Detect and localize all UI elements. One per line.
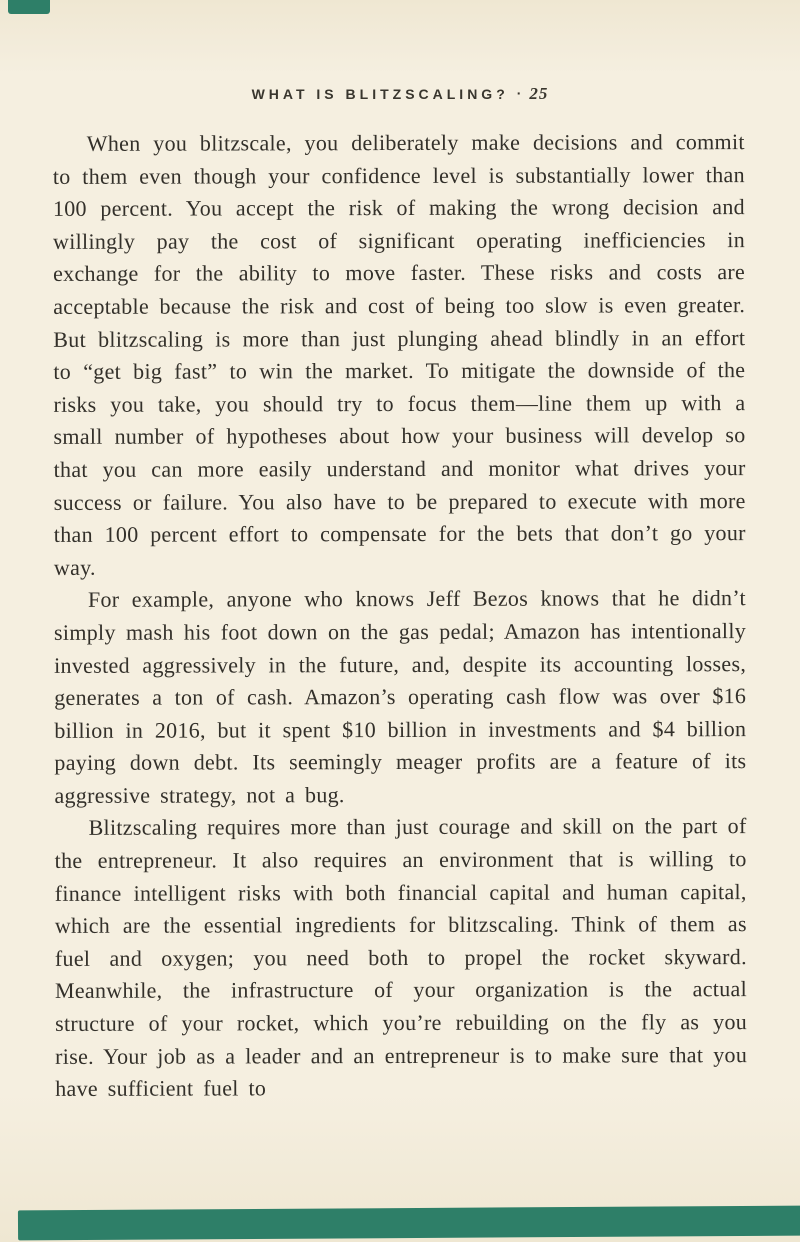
running-header-title: WHAT IS BLITZSCALING? [251, 86, 509, 102]
paragraph: Blitzscaling requires more than just courage and skill on the part of the entrepreneur. It also requires an environment that is willing to finance intelligent risks with both financial capital and human capital, which are the essential ingredients for blitzscaling. Think of them as fuel and oxygen; you need both to propel the rocket skyward. Meanwhile, the infrastructure of your organization is the actual structure of your rocket, which you’re rebuilding on the fly as you rise. Your job as a leader and an entrepreneur is to make sure that you have sufficient fuel to [54, 813, 748, 1102]
paragraph: When you blitzscale, you deliberately make decisions and commit to them even though your confidence level is substantially lower than 100 percent. You accept the risk of making the wrong decision and willingly pay the cost of significant operating inefficiencies in exchange for the ability to move faster. These risks and costs are acceptable because the risk and cost of being too slow is even greater. But blitzscaling is more than just plunging ahead blindly in an effort to “get big fast” to win the market. To mitigate the downside of the risks you take, you should try to focus them—line them up with a small number of hypotheses about how your business will develop so that you can more easily understand and monitor what drives your success or failure. You also have to be prepared to execute with more than 100 percent effort to compensate for the bets that don’t go your way. [52, 129, 746, 580]
page-number: 25 [529, 84, 549, 103]
header-separator: · [516, 85, 522, 101]
running-header [0, 84, 800, 104]
book-cover-edge-top [8, 0, 50, 14]
paragraph: For example, anyone who knows Jeff Bezos knows that he didn’t simply mash his foot down on the gas pedal; Amazon has intentionally invested aggressively in the future, and, despite its accounting losses, generates a ton of cash. Amazon’s operating cash flow was over $16 billion in 2016, but it spent $10 billion in investments and $4 billion paying down debt. Its seemingly meager profits are a feature of its aggressive strategy, not a bug. [54, 585, 747, 808]
book-cover-edge-bottom [18, 1206, 800, 1241]
body-text [53, 126, 748, 1106]
